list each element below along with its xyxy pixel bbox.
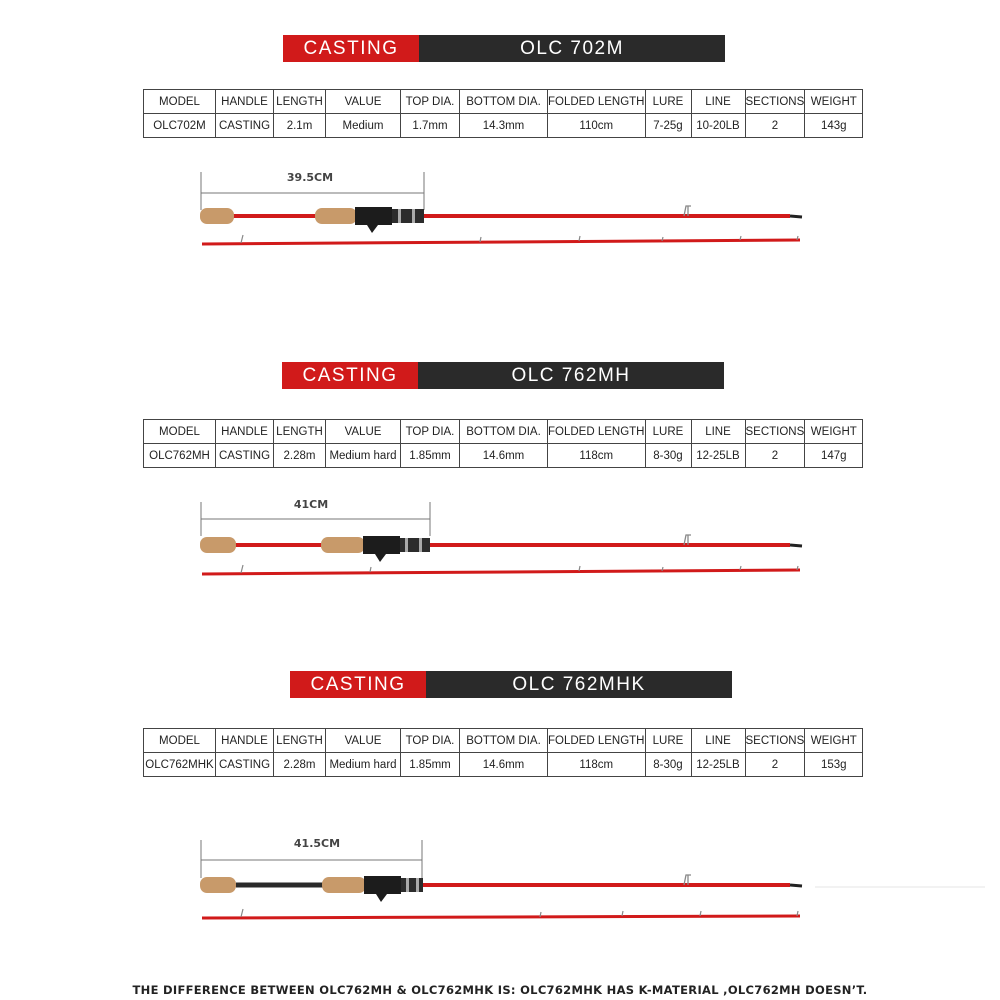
cell-value: Medium hard [326, 444, 401, 468]
header-sections: SECTIONS [745, 90, 805, 114]
header-length: LENGTH [274, 420, 326, 444]
cell-top-dia: 1.85mm [401, 753, 460, 777]
header-model: MODEL [144, 729, 216, 753]
reel-seat-icon [363, 536, 400, 562]
cell-bottom-dia: 14.6mm [460, 444, 548, 468]
header-length: LENGTH [274, 90, 326, 114]
header-weight: WEIGHT [805, 729, 863, 753]
cell-top-dia: 1.85mm [401, 444, 460, 468]
header-top-dia: TOP DIA. [401, 420, 460, 444]
cell-sections: 2 [745, 114, 805, 138]
rod-illustration [0, 830, 1000, 950]
tip-section [202, 565, 800, 574]
handle-length-label: 41CM [293, 498, 329, 511]
cork-grip-icon [200, 877, 236, 893]
cell-handle: CASTING [216, 114, 274, 138]
header-line: LINE [691, 729, 745, 753]
header-lure: LURE [645, 729, 691, 753]
spec-table [143, 89, 863, 138]
banner-model: OLC 762MH [418, 362, 724, 389]
cell-weight: 143g [805, 114, 863, 138]
butt-section [200, 875, 985, 902]
header-value: VALUE [326, 420, 401, 444]
header-weight: WEIGHT [805, 420, 863, 444]
header-handle: HANDLE [216, 729, 274, 753]
cell-lure: 8-30g [645, 444, 691, 468]
cell-lure: 7-25g [645, 114, 691, 138]
header-length: LENGTH [274, 729, 326, 753]
header-top-dia: TOP DIA. [401, 90, 460, 114]
cell-model: OLC762MHK [144, 753, 216, 777]
cell-line: 12-25LB [691, 444, 745, 468]
header-folded-length: FOLDED LENGTH [548, 420, 646, 444]
tip-section [202, 909, 800, 918]
butt-section [200, 535, 802, 562]
spec-header-row [144, 420, 863, 444]
cell-value: Medium hard [326, 753, 401, 777]
cell-model: OLC702M [144, 114, 216, 138]
banner-model: OLC 762MHK [426, 671, 732, 698]
cell-line: 10-20LB [691, 114, 745, 138]
header-model: MODEL [144, 90, 216, 114]
cell-weight: 153g [805, 753, 863, 777]
header-value: VALUE [326, 90, 401, 114]
product-banner [282, 362, 724, 389]
header-handle: HANDLE [216, 90, 274, 114]
header-folded-length: FOLDED LENGTH [548, 90, 646, 114]
header-line: LINE [691, 420, 745, 444]
header-sections: SECTIONS [745, 729, 805, 753]
spec-data-row [144, 444, 863, 468]
header-bottom-dia: BOTTOM DIA. [460, 420, 548, 444]
cell-length: 2.28m [274, 753, 326, 777]
spec-table [143, 419, 863, 468]
banner-type: CASTING [290, 671, 426, 698]
cell-value: Medium [326, 114, 401, 138]
cell-folded-length: 118cm [548, 444, 646, 468]
handle-dimension [201, 171, 424, 210]
banner-type: CASTING [283, 35, 419, 62]
cell-sections: 2 [745, 753, 805, 777]
cell-handle: CASTING [216, 753, 274, 777]
product-banner [290, 671, 732, 698]
footer-note: THE DIFFERENCE BETWEEN OLC762MH & OLC762MHK IS: OLC762MHK HAS K-MATERIAL ,OLC762MH DOESN’T. [132, 983, 868, 997]
header-bottom-dia: BOTTOM DIA. [460, 90, 548, 114]
cell-top-dia: 1.7mm [401, 114, 460, 138]
spec-header-row [144, 90, 863, 114]
header-bottom-dia: BOTTOM DIA. [460, 729, 548, 753]
header-lure: LURE [645, 420, 691, 444]
cell-weight: 147g [805, 444, 863, 468]
reel-seat-icon [355, 207, 392, 233]
header-folded-length: FOLDED LENGTH [548, 729, 646, 753]
handle-length-label: 41.5CM [293, 837, 341, 850]
cell-line: 12-25LB [691, 753, 745, 777]
cell-folded-length: 118cm [548, 753, 646, 777]
rod-illustration [0, 160, 1000, 280]
cell-lure: 8-30g [645, 753, 691, 777]
rod-illustration [0, 490, 1000, 610]
tip-section [202, 235, 800, 244]
cell-length: 2.1m [274, 114, 326, 138]
butt-section [200, 206, 802, 233]
spec-data-row [144, 114, 863, 138]
cell-bottom-dia: 14.3mm [460, 114, 548, 138]
reel-seat-icon [364, 876, 401, 902]
cell-folded-length: 110cm [548, 114, 646, 138]
spec-data-row [144, 753, 863, 777]
handle-dimension [201, 837, 422, 878]
header-handle: HANDLE [216, 420, 274, 444]
header-line: LINE [691, 90, 745, 114]
banner-model: OLC 702M [419, 35, 725, 62]
cell-model: OLC762MH [144, 444, 216, 468]
header-model: MODEL [144, 420, 216, 444]
header-lure: LURE [645, 90, 691, 114]
header-top-dia: TOP DIA. [401, 729, 460, 753]
cell-bottom-dia: 14.6mm [460, 753, 548, 777]
spec-table [143, 728, 863, 777]
handle-dimension [201, 498, 430, 536]
banner-type: CASTING [282, 362, 418, 389]
cork-grip-icon [200, 537, 236, 553]
handle-length-label: 39.5CM [286, 171, 334, 184]
spec-header-row [144, 729, 863, 753]
header-sections: SECTIONS [745, 420, 805, 444]
header-weight: WEIGHT [805, 90, 863, 114]
cell-length: 2.28m [274, 444, 326, 468]
header-value: VALUE [326, 729, 401, 753]
cell-sections: 2 [745, 444, 805, 468]
cell-handle: CASTING [216, 444, 274, 468]
cork-grip-icon [200, 208, 234, 224]
product-banner [283, 35, 725, 62]
